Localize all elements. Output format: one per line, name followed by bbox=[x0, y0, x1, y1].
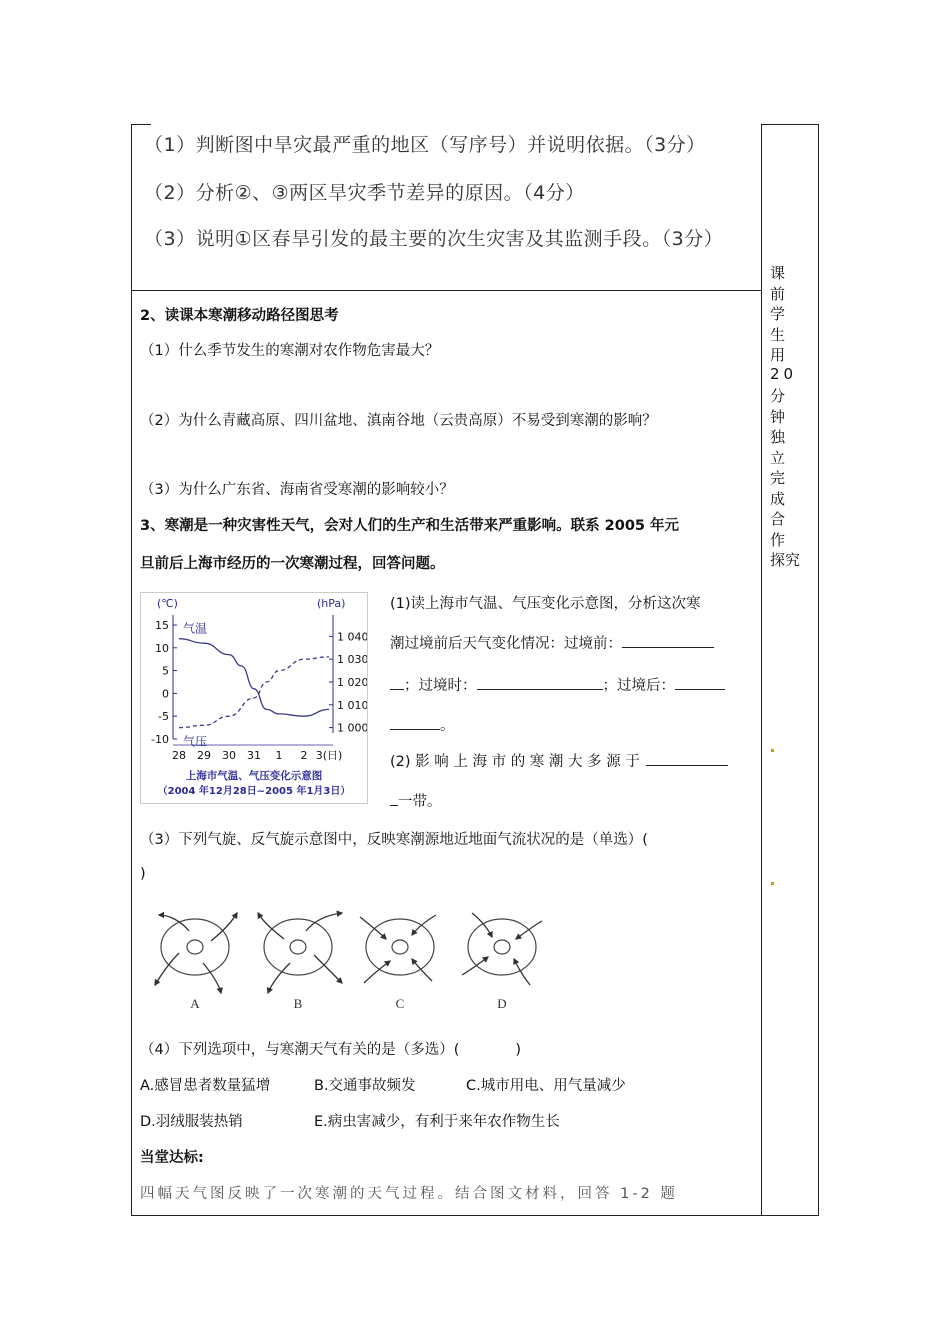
left-tick-label: 5 bbox=[162, 664, 169, 678]
answer-blank-source-cont[interactable] bbox=[390, 805, 398, 806]
q3-p4-end: ) bbox=[515, 1042, 522, 1058]
q3-p2-line1 bbox=[390, 750, 728, 771]
stray-mark bbox=[771, 882, 774, 885]
x-tick-label: 3(日) bbox=[315, 749, 343, 762]
q3-p1-end: 。 bbox=[440, 718, 455, 734]
q3-p2-end: 一带。 bbox=[398, 794, 442, 810]
right-tick-label: 1 020 bbox=[337, 676, 367, 689]
answer-blank-after-cont[interactable] bbox=[390, 729, 440, 730]
x-tick-label: 31 bbox=[247, 749, 261, 762]
right-tick-label: 1 040 bbox=[337, 630, 367, 644]
answer-blank-before-cont[interactable] bbox=[390, 689, 404, 690]
option-c: C.城市用电、用气量减少 bbox=[466, 1078, 626, 1094]
series-label: 气温 bbox=[183, 621, 208, 636]
q2-sub2: （2）为什么青藏高原、四川盆地、滇南谷地（云贵高原）不易受到寒潮的影响？ bbox=[140, 413, 657, 429]
q3-p2-text: (2) 影 响 上 海 市 的 寒 潮 大 多 源 于 bbox=[390, 754, 640, 770]
q3-title-line2: 旦前后上海市经历的一次寒潮过程，回答问题。 bbox=[140, 556, 445, 572]
option-b: B.交通事故频发 bbox=[314, 1078, 416, 1094]
x-tick-label: 2 bbox=[300, 749, 308, 762]
column-divider bbox=[761, 124, 762, 1216]
q3-p1-line2-text: 潮过境前后天气变化情况：过境前： bbox=[390, 636, 622, 652]
side-note-line: 探究 bbox=[770, 551, 801, 569]
q3-p1-line3 bbox=[390, 674, 725, 695]
q3-p3-line2: ) bbox=[140, 866, 146, 882]
weather-chart bbox=[140, 592, 368, 804]
q2-sub1: （1）什么季节发生的寒潮对农作物危害最大？ bbox=[140, 343, 440, 359]
top-question-3: （3）说明①区春旱引发的最主要的次生灾害及其监测手段。（3分） bbox=[144, 228, 724, 250]
cyclone-label-a: A bbox=[190, 996, 200, 1011]
cyclone-label-c: C bbox=[395, 996, 405, 1011]
q2-title: 2、读课本寒潮移动路径图思考 bbox=[140, 308, 339, 324]
left-tick-label: 0 bbox=[162, 687, 169, 701]
side-note-line: 用 20 bbox=[770, 346, 798, 383]
q3-p1-after-label: ；过境后： bbox=[602, 678, 675, 694]
chart-subtitle: （2004 年12月28日~2005 年1月3日） bbox=[157, 786, 351, 797]
q3-title-line1: 3、寒潮是一种灾害性天气，会对人们的生产和生活带来严重影响。联系 2005 年元 bbox=[140, 518, 680, 534]
right-axis-unit: (hPa) bbox=[317, 597, 346, 610]
standard-line1: 四幅天气图反映了一次寒潮的天气过程。结合图文材料，回答 1-2 题 bbox=[140, 1186, 678, 1202]
side-note-line: 合作 bbox=[770, 510, 796, 549]
row-divider bbox=[131, 290, 761, 291]
q3-p1-line2 bbox=[390, 632, 714, 653]
right-tick-label: 1 010 bbox=[337, 698, 367, 712]
q3-p3-line1: （3）下列气旋、反气旋示意图中，反映寒潮源地近地面气流状况的是（单选）( bbox=[140, 832, 648, 848]
frame-top-left bbox=[131, 124, 151, 125]
q3-p1-line1: (1)读上海市气温、气压变化示意图，分析这次寒 bbox=[390, 596, 701, 612]
x-tick-label: 1 bbox=[275, 749, 283, 762]
standard-title: 当堂达标: bbox=[140, 1150, 204, 1166]
right-tick-label: 1 000 bbox=[337, 721, 367, 735]
frame-top-right bbox=[762, 124, 819, 125]
cyclone-diagram-b bbox=[258, 913, 342, 993]
left-tick-label: 15 bbox=[155, 619, 169, 632]
cyclone-diagrams bbox=[150, 905, 550, 1015]
cyclone-diagram-c bbox=[360, 915, 436, 983]
chart-title: 上海市气温、气压变化示意图 bbox=[185, 770, 323, 782]
side-note-line: 分钟 bbox=[770, 387, 796, 426]
answer-blank-before[interactable] bbox=[622, 647, 714, 648]
left-axis-unit: (℃) bbox=[157, 597, 178, 610]
stray-mark bbox=[771, 749, 774, 752]
weather-chart-svg bbox=[141, 593, 367, 803]
q3-p4 bbox=[140, 1038, 521, 1059]
answer-blank-source[interactable] bbox=[646, 765, 728, 766]
cyclone-diagram-a bbox=[155, 913, 237, 993]
side-note-line: 完成 bbox=[770, 469, 796, 508]
q2-sub3: （3）为什么广东省、海南省受寒潮的影响较小？ bbox=[140, 482, 454, 498]
option-e: E.病虫害减少，有利于来年农作物生长 bbox=[314, 1114, 560, 1130]
top-question-2: （2）分析②、③两区旱灾季节差异的原因。（4分） bbox=[144, 182, 585, 204]
left-tick-label: 10 bbox=[155, 641, 169, 655]
series-line-temperature bbox=[179, 639, 329, 717]
side-note-line: 课前 bbox=[770, 264, 796, 303]
q3-p2-line2 bbox=[390, 790, 442, 811]
option-d: D.羽绒服装热销 bbox=[140, 1114, 243, 1130]
answer-blank-during[interactable] bbox=[477, 689, 603, 690]
series-line-pressure bbox=[179, 657, 329, 728]
side-note-line: 学生 bbox=[770, 305, 796, 344]
x-tick-label: 28 bbox=[172, 749, 186, 762]
cyclone-label-b: B bbox=[293, 996, 303, 1011]
q3-p4-text: （4）下列选项中，与寒潮天气有关的是（多选）( bbox=[140, 1042, 460, 1058]
side-note-line: 独立 bbox=[770, 428, 796, 467]
top-question-1: （1）判断图中旱灾最严重的地区（写序号）并说明依据。（3分） bbox=[144, 134, 706, 156]
series-label: 气压 bbox=[183, 734, 208, 749]
chart-series bbox=[179, 639, 329, 728]
answer-blank-after[interactable] bbox=[675, 689, 725, 690]
left-tick-label: -5 bbox=[158, 710, 169, 724]
cyclone-label-d: D bbox=[497, 996, 507, 1011]
cyclone-diagram-d bbox=[462, 913, 542, 985]
q3-p1-during-label: ；过境时： bbox=[404, 678, 477, 694]
q3-p1-line4 bbox=[390, 714, 455, 735]
right-tick-label: 1 030 bbox=[337, 653, 367, 667]
x-tick-label: 29 bbox=[197, 749, 211, 762]
x-tick-label: 30 bbox=[222, 749, 236, 762]
option-a: A.感冒患者数量猛增 bbox=[140, 1078, 271, 1094]
left-tick-label: -10 bbox=[151, 733, 169, 746]
